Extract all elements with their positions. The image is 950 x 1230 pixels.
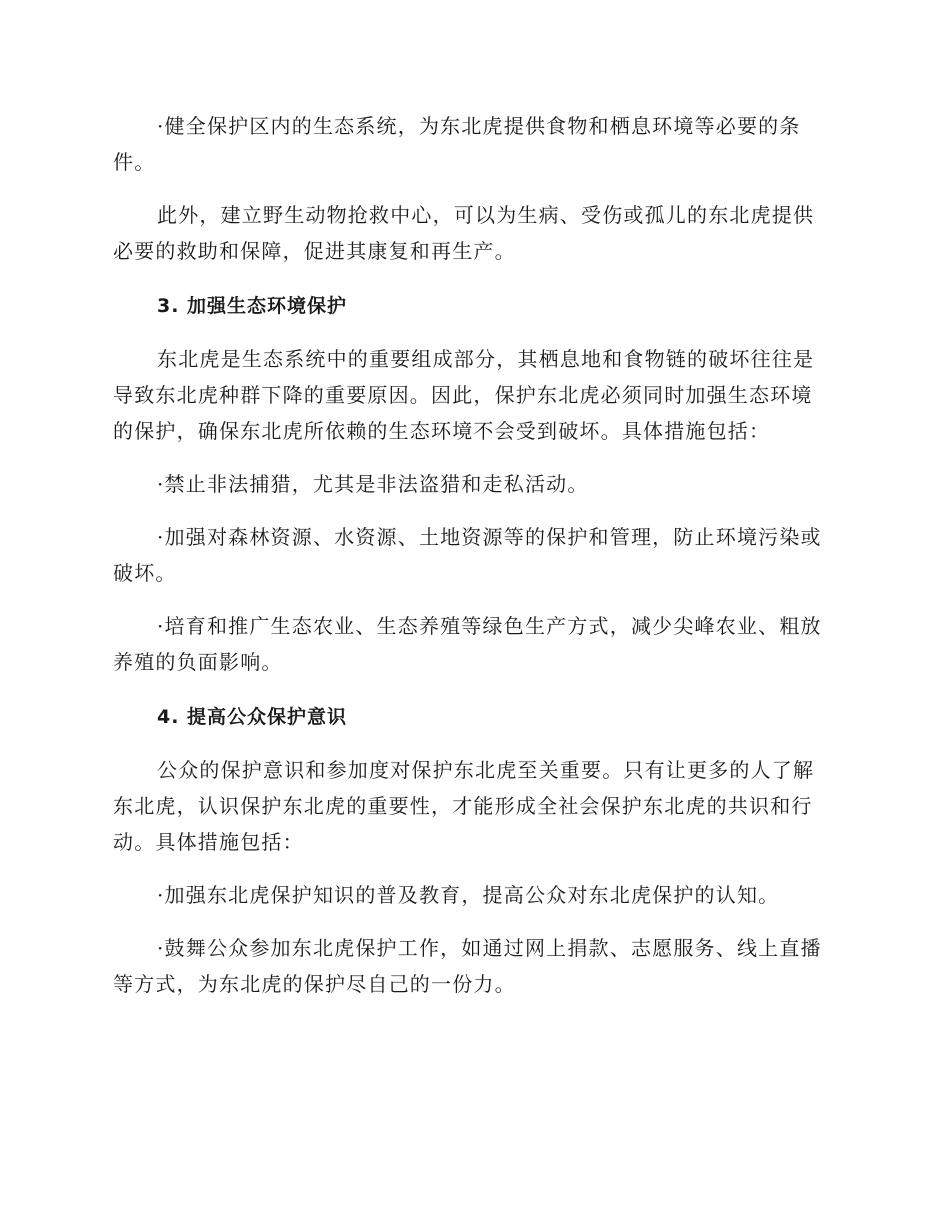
bullet-resources: ·加强对森林资源、水资源、土地资源等的保护和管理，防止环境污染或破坏。: [113, 525, 822, 585]
section-heading-3: 3. 加强生态环境保护: [157, 295, 348, 317]
paragraph-ecology: 东北虎是生态系统中的重要组成部分，其栖息地和食物链的破坏往往是导致东北虎种群下降的重要原因。因此，保护东北虎必须同时加强生态环境的保护，确保东北虎所依赖的生态环境不会受到破坏。具体措施包括：: [113, 347, 815, 443]
bullet-green-production: ·培育和推广生态农业、生态养殖等绿色生产方式，减少尖峰农业、粗放养殖的负面影响。: [113, 614, 822, 674]
bullet-education: ·加强东北虎保护知识的普及教育，提高公众对东北虎保护的认知。: [157, 883, 780, 907]
paragraph-public-awareness: 公众的保护意识和参加度对保护东北虎至关重要。只有让更多的人了解东北虎，认识保护东北虎的重要性，才能形成全社会保护东北虎的共识和行动。具体措施包括：: [113, 758, 815, 854]
paragraph-rescue-center: 此外，建立野生动物抢救中心，可以为生病、受伤或孤儿的东北虎提供必要的救助和保障，促进其康复和再生产。: [113, 203, 815, 263]
bullet-ecosystem: ·健全保护区内的生态系统，为东北虎提供食物和栖息环境等必要的条件。: [113, 114, 801, 174]
section-heading-4: 4. 提高公众保护意识: [157, 706, 348, 728]
document-page: [113, 108, 831, 1002]
bullet-ban-hunting: ·禁止非法捕猎，尤其是非法盗猎和走私活动。: [157, 472, 589, 496]
bullet-participation: ·鼓舞公众参加东北虎保护工作，如通过网上捐款、志愿服务、线上直播等方式，为东北虎的保护尽自己的一份力。: [113, 936, 822, 996]
